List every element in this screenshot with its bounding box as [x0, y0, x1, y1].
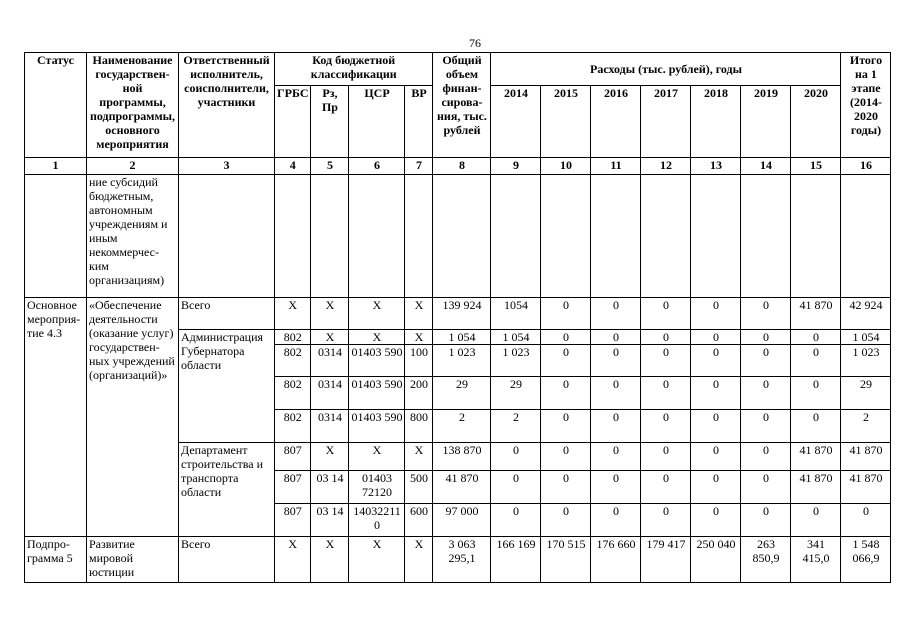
- vr-cell: 200: [405, 377, 433, 410]
- year-cell: 0: [641, 504, 691, 537]
- executor-cell: Администрация Губернатора области: [179, 330, 275, 443]
- year-cell: 341 415,0: [791, 537, 841, 583]
- year-cell: 0: [691, 410, 741, 443]
- cell: [841, 175, 891, 298]
- cell: [541, 175, 591, 298]
- rz-cell: 03 14: [311, 471, 349, 504]
- cell: [641, 175, 691, 298]
- year-cell: 0: [641, 410, 691, 443]
- total-cell: 139 924: [433, 298, 491, 330]
- grbs-cell: 807: [275, 471, 311, 504]
- itogo-cell: 42 924: [841, 298, 891, 330]
- year-cell: 0: [491, 443, 541, 471]
- vr-cell: 100: [405, 345, 433, 377]
- rz-cell: X: [311, 443, 349, 471]
- total-cell: 41 870: [433, 471, 491, 504]
- csr-cell: X: [349, 298, 405, 330]
- year-cell: 0: [641, 330, 691, 345]
- year-cell: 0: [641, 443, 691, 471]
- header-budget-code: Код бюджетной классификации: [275, 53, 433, 86]
- itogo-cell: 2: [841, 410, 891, 443]
- year-cell: 1 023: [491, 345, 541, 377]
- year-cell: 0: [691, 345, 741, 377]
- year-cell: 41 870: [791, 298, 841, 330]
- year-cell: 0: [541, 298, 591, 330]
- total-cell: 97 000: [433, 504, 491, 537]
- year-cell: 0: [541, 443, 591, 471]
- cell: [491, 175, 541, 298]
- year-cell: 176 660: [591, 537, 641, 583]
- col-number: 1: [25, 158, 87, 175]
- table-row: [25, 537, 891, 583]
- header-rzpr: Рз, Пр: [311, 86, 349, 158]
- cell: [275, 175, 311, 298]
- year-cell: 0: [791, 377, 841, 410]
- col-number: 14: [741, 158, 791, 175]
- header-year: 2014: [491, 86, 541, 158]
- year-cell: 0: [591, 443, 641, 471]
- header-grbs: ГРБС: [275, 86, 311, 158]
- year-cell: 0: [541, 504, 591, 537]
- year-cell: 0: [591, 330, 641, 345]
- year-cell: 170 515: [541, 537, 591, 583]
- year-cell: 0: [641, 377, 691, 410]
- grbs-cell: X: [275, 537, 311, 583]
- rz-cell: X: [311, 298, 349, 330]
- rz-cell: X: [311, 330, 349, 345]
- csr-cell: 01403 590: [349, 410, 405, 443]
- col-number: 6: [349, 158, 405, 175]
- name-cell: «Обеспечение деятельности (оказание услуг) государствен-ных учреждений (организаций)»: [87, 298, 179, 537]
- vr-cell: X: [405, 443, 433, 471]
- col-number: 16: [841, 158, 891, 175]
- year-cell: 0: [691, 330, 741, 345]
- year-cell: 0: [741, 377, 791, 410]
- vr-cell: 600: [405, 504, 433, 537]
- cell: [591, 175, 641, 298]
- vr-cell: 800: [405, 410, 433, 443]
- header-total: Общий объем финан-сирова-ния, тыс. рублей: [433, 53, 491, 158]
- year-cell: 0: [741, 298, 791, 330]
- year-cell: 179 417: [641, 537, 691, 583]
- year-cell: 0: [691, 443, 741, 471]
- continuation-row: [25, 175, 891, 298]
- csr-cell: X: [349, 537, 405, 583]
- year-cell: 0: [541, 330, 591, 345]
- header-year: 2018: [691, 86, 741, 158]
- year-cell: 41 870: [791, 471, 841, 504]
- year-cell: 0: [791, 330, 841, 345]
- year-cell: 0: [691, 471, 741, 504]
- year-cell: 0: [741, 410, 791, 443]
- year-cell: 1054: [491, 298, 541, 330]
- executor-cell: Всего: [179, 537, 275, 583]
- col-number: 3: [179, 158, 275, 175]
- grbs-cell: 802: [275, 410, 311, 443]
- header-status: Статус: [25, 53, 87, 158]
- year-cell: 0: [541, 471, 591, 504]
- year-cell: 0: [741, 345, 791, 377]
- col-number: 4: [275, 158, 311, 175]
- rz-cell: 0314: [311, 410, 349, 443]
- table-row: [25, 298, 891, 330]
- budget-table: [24, 52, 891, 583]
- total-cell: 29: [433, 377, 491, 410]
- itogo-cell: 41 870: [841, 443, 891, 471]
- itogo-cell: 1 054: [841, 330, 891, 345]
- year-cell: 250 040: [691, 537, 741, 583]
- rz-cell: X: [311, 537, 349, 583]
- vr-cell: 500: [405, 471, 433, 504]
- csr-cell: X: [349, 443, 405, 471]
- rz-cell: 0314: [311, 377, 349, 410]
- cell: [405, 175, 433, 298]
- executor-cell: Департамент строительства и транспорта области: [179, 443, 275, 537]
- year-cell: 0: [691, 504, 741, 537]
- year-cell: 0: [691, 298, 741, 330]
- col-number: 11: [591, 158, 641, 175]
- year-cell: 0: [491, 471, 541, 504]
- continuation-text: ние субсидий бюджетным, автономным учреждениям и иным некоммерчес-ким организациям): [87, 175, 179, 298]
- csr-cell: 14032211 0: [349, 504, 405, 537]
- cell: [349, 175, 405, 298]
- col-number: 9: [491, 158, 541, 175]
- cell: [791, 175, 841, 298]
- grbs-cell: 802: [275, 377, 311, 410]
- col-number: 8: [433, 158, 491, 175]
- itogo-cell: 29: [841, 377, 891, 410]
- grbs-cell: X: [275, 298, 311, 330]
- year-cell: 2: [491, 410, 541, 443]
- column-numbers-row: [25, 158, 891, 175]
- col-number: 12: [641, 158, 691, 175]
- csr-cell: X: [349, 330, 405, 345]
- col-number: 5: [311, 158, 349, 175]
- year-cell: 0: [591, 471, 641, 504]
- col-number: 7: [405, 158, 433, 175]
- year-cell: 0: [591, 504, 641, 537]
- rz-cell: 03 14: [311, 504, 349, 537]
- vr-cell: X: [405, 298, 433, 330]
- year-cell: 0: [741, 471, 791, 504]
- grbs-cell: 802: [275, 345, 311, 377]
- cell: [433, 175, 491, 298]
- header-csr: ЦСР: [349, 86, 405, 158]
- year-cell: 0: [541, 377, 591, 410]
- col-number: 10: [541, 158, 591, 175]
- year-cell: 0: [541, 410, 591, 443]
- csr-cell: 01403 590: [349, 377, 405, 410]
- itogo-cell: 1 023: [841, 345, 891, 377]
- rz-cell: 0314: [311, 345, 349, 377]
- year-cell: 0: [791, 410, 841, 443]
- year-cell: 0: [591, 345, 641, 377]
- grbs-cell: 802: [275, 330, 311, 345]
- header-year: 2016: [591, 86, 641, 158]
- year-cell: 0: [691, 377, 741, 410]
- header-executor: Ответственный исполнитель, соисполнители, участники: [179, 53, 275, 158]
- year-cell: 166 169: [491, 537, 541, 583]
- col-number: 13: [691, 158, 741, 175]
- header-name: Наименование государствен-ной программы, подпрограммы, основного мероприятия: [87, 53, 179, 158]
- header-year: 2019: [741, 86, 791, 158]
- year-cell: 1 054: [491, 330, 541, 345]
- header-year: 2020: [791, 86, 841, 158]
- year-cell: 0: [541, 345, 591, 377]
- cell: [179, 175, 275, 298]
- total-cell: 2: [433, 410, 491, 443]
- year-cell: 0: [491, 504, 541, 537]
- col-number: 2: [87, 158, 179, 175]
- year-cell: 29: [491, 377, 541, 410]
- year-cell: 0: [741, 443, 791, 471]
- itogo-cell: 41 870: [841, 471, 891, 504]
- year-cell: 0: [591, 410, 641, 443]
- csr-cell: 01403 590: [349, 345, 405, 377]
- year-cell: 0: [741, 504, 791, 537]
- header-expenses: Расходы (тыс. рублей), годы: [491, 53, 841, 86]
- csr-cell: 01403 72120: [349, 471, 405, 504]
- year-cell: 0: [641, 471, 691, 504]
- cell: [311, 175, 349, 298]
- header-itogo: Итого на 1 этапе (2014-2020 годы): [841, 53, 891, 158]
- header-year: 2017: [641, 86, 691, 158]
- page-number: 76: [469, 36, 481, 50]
- header-vr: ВР: [405, 86, 433, 158]
- year-cell: 41 870: [791, 443, 841, 471]
- year-cell: 0: [641, 298, 691, 330]
- total-cell: 138 870: [433, 443, 491, 471]
- year-cell: 0: [591, 377, 641, 410]
- name-cell: Развитие мировой юстиции: [87, 537, 179, 583]
- grbs-cell: 807: [275, 504, 311, 537]
- executor-cell: Всего: [179, 298, 275, 330]
- year-cell: 263 850,9: [741, 537, 791, 583]
- status-cell: Основное мероприя-тие 4.3: [25, 298, 87, 537]
- year-cell: 0: [641, 345, 691, 377]
- year-cell: 0: [791, 504, 841, 537]
- col-number: 15: [791, 158, 841, 175]
- total-cell: 1 023: [433, 345, 491, 377]
- cell: [691, 175, 741, 298]
- vr-cell: X: [405, 330, 433, 345]
- grbs-cell: 807: [275, 443, 311, 471]
- status-cell: Подпро-грамма 5: [25, 537, 87, 583]
- cell: [741, 175, 791, 298]
- itogo-cell: 0: [841, 504, 891, 537]
- cell: [25, 175, 87, 298]
- year-cell: 0: [591, 298, 641, 330]
- vr-cell: X: [405, 537, 433, 583]
- year-cell: 0: [791, 345, 841, 377]
- header-year: 2015: [541, 86, 591, 158]
- total-cell: 3 063 295,1: [433, 537, 491, 583]
- total-cell: 1 054: [433, 330, 491, 345]
- itogo-cell: 1 548 066,9: [841, 537, 891, 583]
- year-cell: 0: [741, 330, 791, 345]
